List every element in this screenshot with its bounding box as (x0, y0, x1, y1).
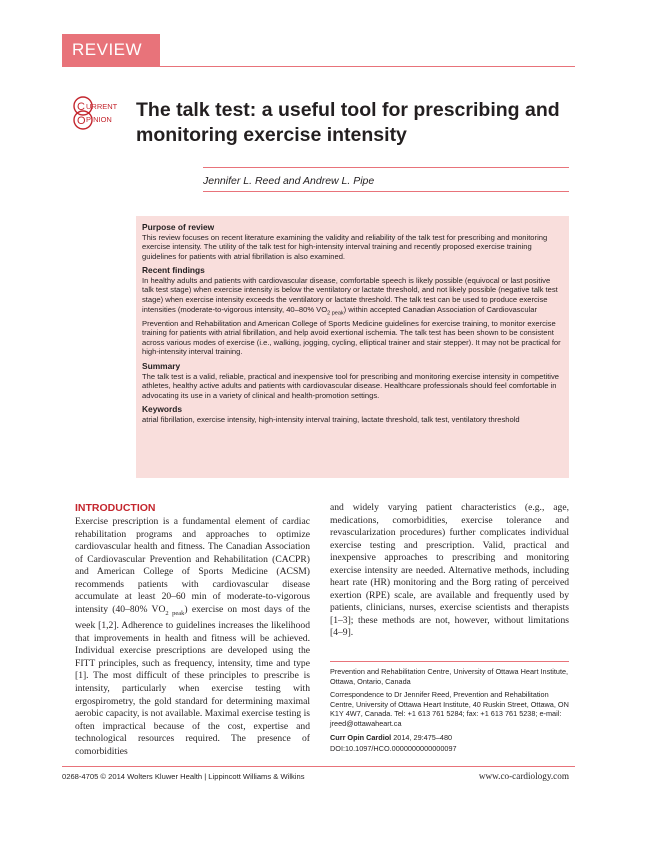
introduction-heading: INTRODUCTION (75, 502, 156, 514)
logo-line1: URRENT (86, 102, 118, 111)
findings-heading: Recent findings (142, 265, 205, 276)
authors: Jennifer L. Reed and Andrew L. Pipe (203, 175, 375, 187)
findings-text-part2: ) within accepted Canadian Association of Cardiovascular Prevention and Rehabilitation and American College of Sports Medicine guidelines for exercise training, to monitor exercise training for patients with atrial fibrillation, and help avoid exertional ischemia. The talk test has been shown to be consistent across various modes of exercise (i.e., walking, jogging, cycling, elliptical trainer and stair stepper). It may not be practical for high-intensity interval training. (142, 304, 561, 357)
logo-line2: PINION (86, 115, 112, 124)
affiliation-correspondence: Correspondence to Dr Jennifer Reed, Prevention and Rehabilitation Centre, University of Ottawa Heart Institute, 40 Ruskin Street, Ottawa, ON K1Y 4W7, Canada. Tel: +1 613 761 5284; fax: +1 613 761 5238; e-mail: jreed@ottawaheart.ca (330, 690, 569, 728)
intro-left-subscript: 2 peak (165, 609, 185, 617)
findings-subscript: 2 peak (327, 310, 344, 317)
authors-rule-bottom (203, 191, 569, 192)
findings-text (142, 276, 563, 357)
footer-rule (62, 766, 575, 767)
summary-text: The talk test is a valid, reliable, practical and inexpensive tool for prescribing and monitoring exercise intensity in competitive athletes, healthy active adults and patients with cardiovascular disease. Healthcare professionals should feel comfortable in advocating its use in a variety of clinical and health-promotion settings. (142, 371, 560, 400)
citation-rest: 2014, 29:475–480 (391, 733, 453, 742)
keywords-text: atrial fibrillation, exercise intensity, high-intensity interval training, lactate threshold, talk test, ventilatory threshold (142, 414, 520, 424)
intro-left-part2: ) exercise on most days of the week [1,2]. Adherence to guidelines increases the likelihood that improvements in health and fitness will be achieved. Individual exercise prescriptions are developed using the FITT principles, such as frequency, intensity, time and type [1]. The most difficult of these principles to prescribe is intensity, particularly when exercise testing with ergospirometry, the gold standard for determining maximal aerobic capacity, is not available. Maximal exercise testing is often impractical because of the cost, expertise and technological resources required. The presence of comorbidities (75, 603, 311, 757)
intro-left-part1: Exercise prescription is a fundamental element of cardiac rehabilitation programs and approaches to optimize cardiovascular health and fitness. The Canadian Association of Cardiovascular Prevention and Rehabilitation (CACPR) and American College of Sports Medicine (ACSM) recommends patients with cardiovascular disease accumulate at least 20–60 min of moderate-to-vigorous intensity (40–80% VO (75, 516, 310, 615)
authors-rule-top (203, 167, 569, 168)
article-title: The talk test: a useful tool for prescribing and monitoring exercise intensity (136, 99, 560, 146)
footer-website-link[interactable]: www.co-cardiology.com (478, 771, 569, 781)
citation-journal: Curr Opin Cardiol (330, 733, 392, 742)
section-rule (62, 66, 575, 67)
purpose-text: This review focuses on recent literature examining the validity and reliability of the talk test for prescribing and monitoring exercise intensity. The utility of the talk test for high-intensity interval training and recently proposed exercise training guidelines for patients with atrial fibrillation is also examined. (142, 232, 548, 261)
affiliation-rule (330, 661, 569, 662)
introduction-left-column (75, 516, 310, 758)
affiliation-doi: DOI:10.1097/HCO.0000000000000097 (330, 744, 457, 753)
logo-o: O (77, 115, 86, 127)
footer-copyright: 0268-4705 © 2014 Wolters Kluwer Health | Lippincott Williams & Wilkins (62, 772, 305, 781)
current-opinion-logo (70, 96, 126, 130)
summary-heading: Summary (142, 361, 181, 372)
purpose-heading: Purpose of review (142, 222, 215, 232)
affiliation-institution: Prevention and Rehabilitation Centre, University of Ottawa Heart Institute, Ottawa, Ontario, Canada (330, 667, 569, 686)
affiliation-citation (330, 733, 569, 743)
keywords-heading: Keywords (142, 404, 183, 415)
logo-c: C (77, 101, 85, 113)
findings-text-part1: In healthy adults and patients with cardiovascular disease, comfortable speech is likely possible (equivocal or last positive talk test stage) when exercise intensity is below the ventilatory or lactate threshold, and not likely possible (negative talk test stage) when exercise intensity exceeds the ventilatory or lactate threshold. The talk test can be used to produce exercise intensities (moderate-to-vigorous intensity, 40–80% VO (142, 275, 558, 314)
section-tag: REVIEW (62, 34, 160, 66)
introduction-right-column: and widely varying patient characteristics (e.g., age, medications, comorbidities, exercise tolerance and revascularization procedures) further complicates individual exercise testing and prescription. Valid, practical and inexpensive approaches to prescribing and monitoring exercise intensity are needed. Alternative methods, including heart rate (HR) monitoring and the Borg rating of perceived exertion (RPE) scale, are available and frequently used by patients, clinicians, nurses, exercise scientists and therapists [1–3]; these methods are not, however, without limitations [4–9]. (330, 502, 569, 639)
abstract-box (136, 216, 569, 478)
